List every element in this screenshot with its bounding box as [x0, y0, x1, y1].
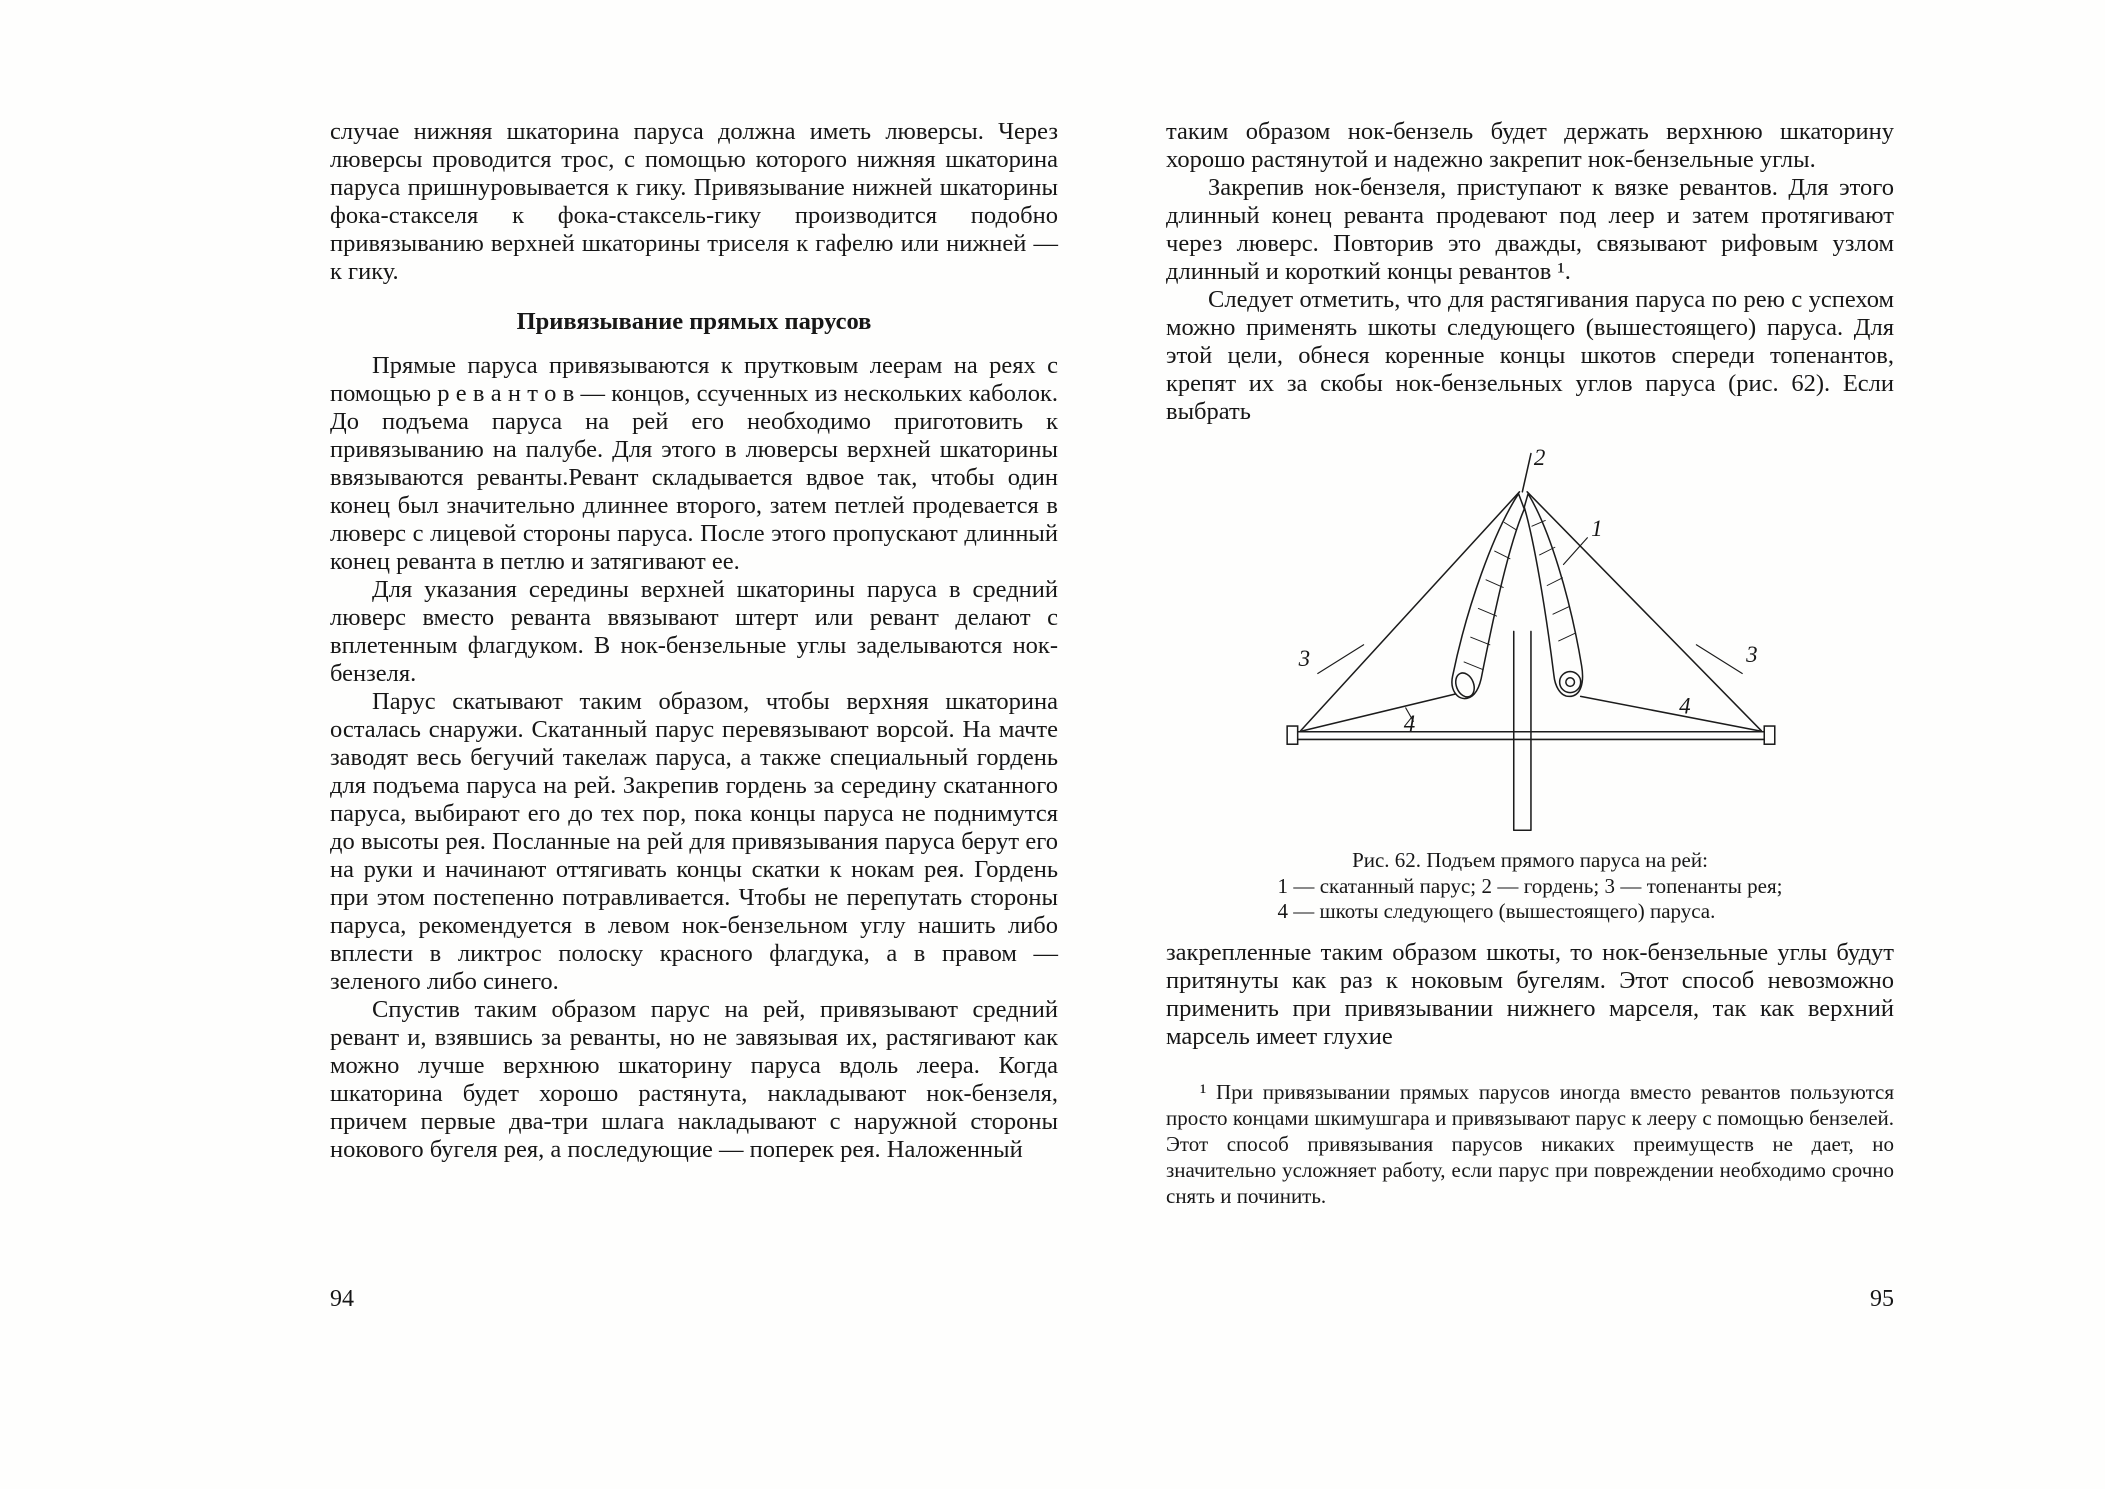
figure-caption-legend: 1 — скатанный парус; 2 — гордень; 3 — топенанты рея; 4 — шкоты следующего (вышестоящего) паруса.	[1277, 873, 1783, 923]
paragraph: Для указания середины верхней шкаторины паруса в средний люверс вместо реванта ввязывают штерт или ревант делают с вплетенным флагдуком. В нок-бензельные углы заделываются нок-бензеля.	[330, 576, 1058, 687]
mast	[1514, 631, 1531, 830]
sheet-left-line	[1302, 693, 1461, 731]
gorden-line	[1522, 454, 1531, 492]
page-number-left: 94	[330, 1286, 354, 1312]
paragraph: Прямые паруса привязываются к прутковым леерам на реях с помощью р е в а н т о в — концов, ссученных из нескольких каболок. До подъема паруса на рей его необходимо приготовить к привязыванию на палубе. Для этого в люверсы верхней шкаторины ввязываются реванты.Ревант складывается вдвое так, чтобы один конец был значительно длиннее второго, затем петлей продевается в люверс с лицевой стороны паруса. После этого пропускают длинный конец реванта в петлю и затягивают ее.	[330, 352, 1058, 575]
topenant-right-stub	[1696, 645, 1742, 674]
figure-label-sheet-left: 4	[1403, 710, 1416, 736]
page-number-right: 95	[1870, 1286, 1894, 1312]
yard-end-fitting-right	[1764, 726, 1775, 744]
paragraph: Спустив таким образом парус на рей, привязывают средний ревант и, взявшись за реванты, но не завязывая их, растягивают как можно лучше верхнюю шкаторину паруса вдоль леера. Когда шкаторина будет хорошо растянута, накладывают нок-бензеля, причем первые два-три шлага накладывают с наружной стороны нокового бугеля рея, а последующие — поперек рея. Наложенный	[330, 996, 1058, 1163]
right-page	[1166, 118, 1894, 1209]
left-page	[330, 118, 1058, 1164]
paragraph-continuation: закрепленные таким образом шкоты, то нок-бензельные углы будут притянуты как раз к ноковым бугелям. Этот способ невозможно применить при привязывании нижнего марселя, так как верхний марсель имеет глухие	[1166, 938, 1894, 1050]
yard-end-fitting-left	[1287, 726, 1298, 744]
figure-label-sheet-right: 4	[1679, 693, 1691, 719]
footnote: ¹ При привязывании прямых парусов иногда вместо ревантов пользуются просто концами шкимушгара и привязывают парус к лееру с помощью бензелей. Этот способ привязывания парусов никаких преимуществ не дает, но значительно усложняет работу, если парус при повреждении необходимо срочно снять и починить.	[1166, 1079, 1894, 1208]
section-heading: Привязывание прямых парусов	[516, 308, 872, 335]
paragraph-continuation: случае нижняя шкаторина паруса должна иметь люверсы. Через люверсы проводится трос, с помощью которого нижняя шкаторина паруса пришнуровывается к гику. Привязывание нижней шкаторины фока-стакселя к фока-стаксель-гику производится подобно привязыванию верхней шкаторины триселя к гафелю или нижней — к гику.	[330, 118, 1058, 285]
figure-label-gorden: 2	[1533, 445, 1546, 471]
figure-62	[1166, 444, 1894, 925]
paragraph-continuation: таким образом нок-бензель будет держать верхнюю шкаторину хорошо растянутой и надежно закрепит нок-бензельные углы.	[1166, 118, 1894, 173]
figure-caption	[1278, 848, 1783, 925]
figure-caption-title: Рис. 62. Подъем прямого паруса на рей:	[1352, 848, 1708, 872]
figure-label-topenant-right: 3	[1746, 641, 1758, 667]
figure-label-rolled-sail: 1	[1591, 515, 1603, 541]
figure-label-topenant-left: 3	[1298, 645, 1311, 671]
paragraph: Парус скатывают таким образом, чтобы верхняя шкаторина осталась снаружи. Скатанный парус перевязывают ворсой. На мачте заводят весь бегучий такелаж паруса, а также специальный гордень для подъема паруса на рей. Закрепив гордень за середину скатанного паруса, выбирают его до тех пор, пока концы паруса не поднимутся до высоты рея. Посланные на рей для привязывания паруса берут его на руки и начинают оттягивать концы скатки к нокам рея. Гордень при этом постепенно потравливается. Чтобы не перепутать стороны паруса, рекомендуется в левом нок-бензельном углу нашить либо вплести в ликтрос полоску красного флагдука, а в правом — зеленого либо синего.	[330, 688, 1058, 995]
figure-drawing	[1250, 444, 1810, 836]
paragraph: Следует отметить, что для растягивания паруса по рею с успехом можно применять шкоты следующего (вышестоящего) паруса. Для этой цели, обнеся коренные концы шкотов спереди топенантов, крепят их за скобы нок-бензельных углов паруса (рис. 62). Если выбрать	[1166, 286, 1894, 425]
sail-roll-right	[1524, 494, 1582, 697]
paragraph: Закрепив нок-бензеля, приступают к вязке ревантов. Для этого длинный конец реванта продевают под леер и затем протягивают через люверс. Повторив это дважды, связывают рифовым узлом длинный и короткий концы ревантов ¹.	[1166, 174, 1894, 285]
